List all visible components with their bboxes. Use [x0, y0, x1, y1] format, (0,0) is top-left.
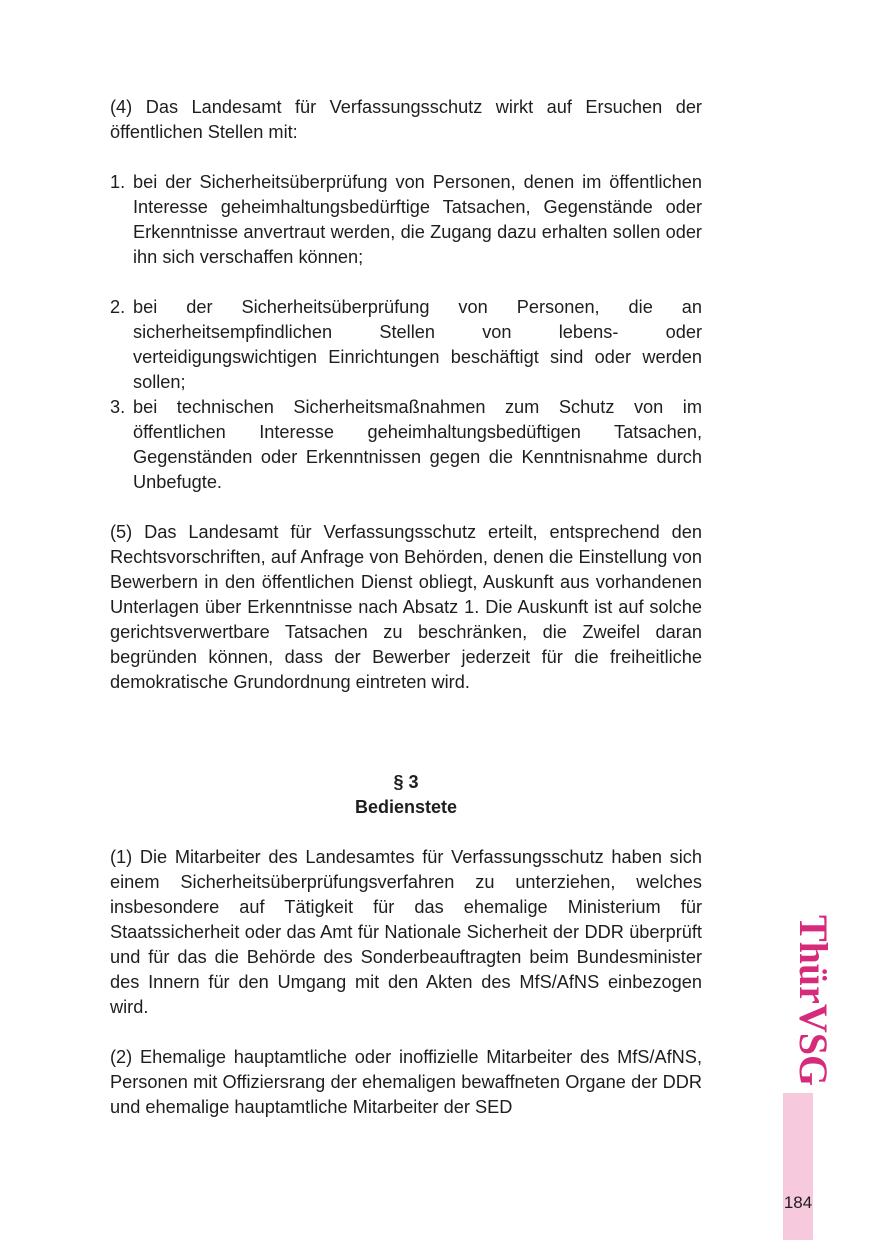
paragraph-5: (5) Das Landesamt für Verfassungsschutz erteilt, entsprechend den Rechtsvorschriften, auf Anfrage von Behörden, denen die Einstellung von Bewerbern in den öffentlichen Dienst obliegt, Auskunft aus vorhandenen Unterlagen über Erkenntnisse nach Absatz 1. Die Auskunft ist auf solche gerichtsverwertbare Tatsachen zu beschränken, die Zweifel daran begründen können, dass der Bewerber jederzeit für die freiheitliche demokratische Grundordnung eintreten wird. [110, 522, 702, 692]
section-3-paragraph-2: (2) Ehemalige hauptamtliche oder inoffizielle Mitarbeiter des MfS/AfNS, Personen mit Offiziersrang der ehemaligen bewaffneten Organe der DDR und ehemalige hauptamtliche Mitarbeiter der SED [110, 1047, 702, 1117]
list-item-number: 3. [110, 397, 126, 417]
list-item [110, 395, 702, 495]
section-number: § 3 [393, 772, 419, 792]
law-abbreviation-tab: ThürVSG [791, 915, 836, 1087]
list-item [110, 295, 702, 395]
section-3-paragraph-1: (1) Die Mitarbeiter des Landesamtes für Verfassungsschutz haben sich einem Sicherheitsüberprüfungsverfahren zu unterziehen, welches insbesondere auf Tätigkeit für das ehemalige Ministerium für Staatssicherheit oder das Amt für Nationale Sicherheit der DDR überprüft und für das die Behörde des Sonderbeauftragten beim Bundesminister des Innern für den Umgang mit den Akten des MfS/AfNS einbezogen wird. [110, 847, 702, 1017]
list-item [110, 170, 702, 270]
list-item-number: 1. [110, 172, 126, 192]
list-item-text: bei der Sicherheitsüberprüfung von Personen, denen im öffentlichen Interesse geheimhaltungsbedürftige Tatsachen, Gegenstände oder Erkenntnisse anvertraut werden, die Zugang dazu erhalten sollen oder ihn sich verschaffen können; [133, 172, 702, 267]
paragraph-4-intro: (4) Das Landesamt für Verfassungsschutz wirkt auf Ersuchen der öffentlichen Stellen mit: [110, 97, 702, 142]
section-title: Bedienstete [354, 797, 458, 817]
list-item-text: bei der Sicherheitsüberprüfung von Personen, die an sicherheitsempfindlichen Stellen von lebens- oder verteidigungswichtigen Einrichtungen beschäftigt sind oder werden sollen; [133, 297, 702, 392]
list-item-number: 2. [110, 297, 126, 317]
page-tab-bar [783, 1093, 813, 1240]
page-number: 184 [783, 1193, 813, 1212]
list-item-text: bei technischen Sicherheitsmaßnahmen zum Schutz von im öffentlichen Interesse geheimhaltungsbedüftigen Tatsachen, Gegenständen oder Erkenntnissen gegen die Kenntnisnahme durch Unbefugte. [133, 397, 702, 492]
